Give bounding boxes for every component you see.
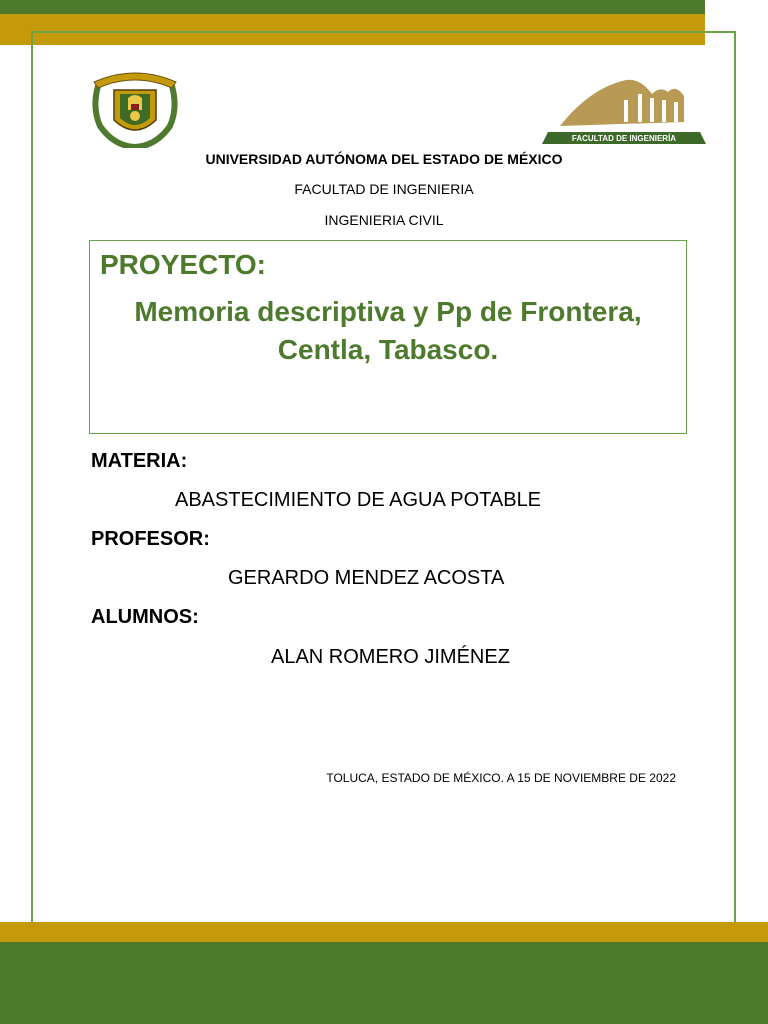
- subject-value: ABASTECIMIENTO DE AGUA POTABLE: [175, 489, 542, 511]
- top-green-band: [0, 0, 705, 14]
- project-title: [90, 293, 686, 369]
- bottom-green-band: [0, 942, 768, 1024]
- professor-value: GERARDO MENDEZ ACOSTA: [228, 567, 505, 589]
- project-title-line-1: Memoria descriptiva y Pp de Frontera,: [134, 296, 642, 327]
- students-label: ALUMNOS:: [91, 606, 199, 628]
- faculty-name: FACULTAD DE INGENIERIA: [294, 181, 474, 197]
- university-name: UNIVERSIDAD AUTÓNOMA DEL ESTADO DE MÉXICO: [205, 151, 563, 167]
- place-date: TOLUCA, ESTADO DE MÉXICO. A 15 DE NOVIEMBRE DE 2022: [326, 771, 676, 785]
- project-label: PROYECTO:: [100, 249, 266, 280]
- program-name: INGENIERIA CIVIL: [324, 212, 444, 228]
- bottom-gold-band: [0, 922, 768, 942]
- professor-label: PROFESOR:: [91, 528, 210, 550]
- faculty-logo-text: FACULTAD DE INGENIERÍA: [571, 134, 677, 143]
- project-box: [89, 240, 687, 434]
- subject-label: MATERIA:: [91, 450, 188, 472]
- faculty-logo-icon: [540, 74, 708, 146]
- project-title-line-2: Centla, Tabasco.: [277, 334, 499, 365]
- students-value: ALAN ROMERO JIMÉNEZ: [271, 646, 510, 668]
- university-seal-icon: [90, 64, 180, 148]
- top-gold-band: [0, 14, 705, 45]
